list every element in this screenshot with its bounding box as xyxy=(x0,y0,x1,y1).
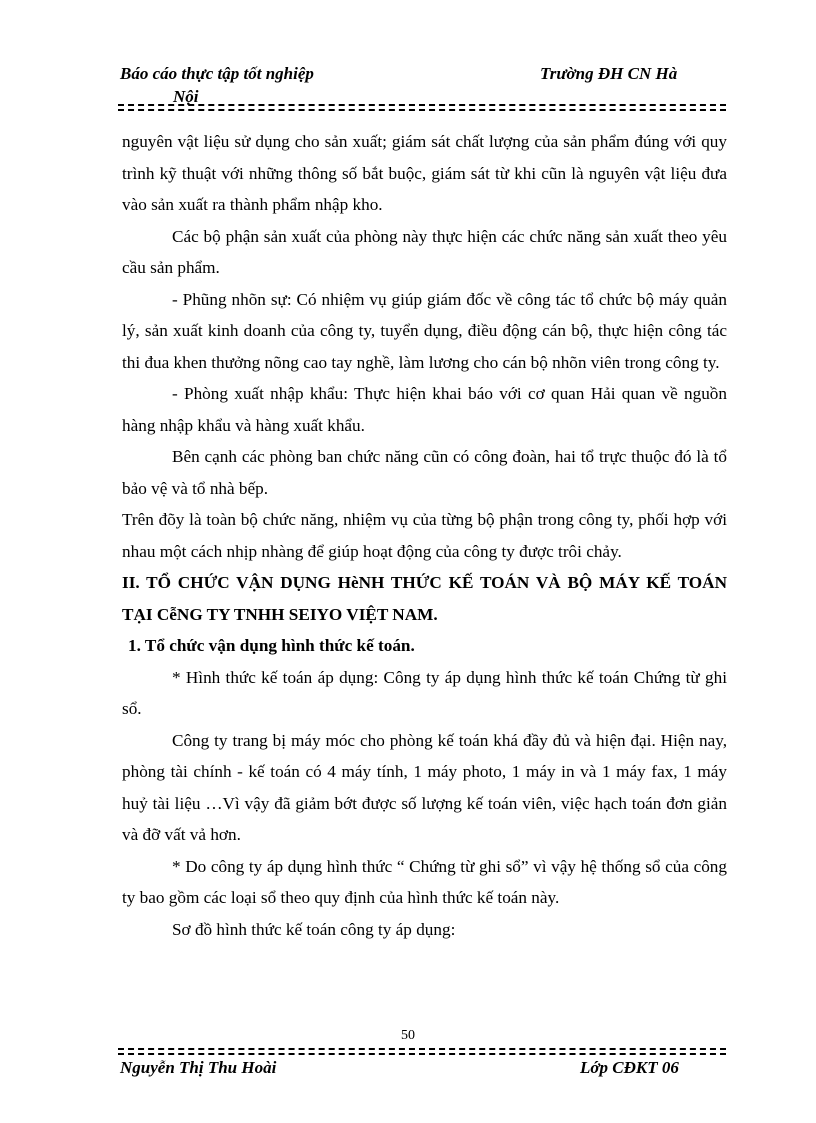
body-text xyxy=(122,126,727,945)
header-divider-2 xyxy=(118,109,726,111)
paragraph: - Phòng xuất nhập khẩu: Thực hiện khai báo với cơ quan Hải quan về nguồn hàng nhập khẩu và hàng xuất khẩu. xyxy=(122,384,727,435)
footer-divider-2 xyxy=(118,1053,726,1055)
paragraph: Trên đõy là toàn bộ chức năng, nhiệm vụ của từng bộ phận trong công ty, phối hợp với nhau một cách nhịp nhàng để giúp hoạt động của công ty được trôi chảy. xyxy=(122,510,727,561)
paragraph: Bên cạnh các phòng ban chức năng cũn có công đoàn, hai tổ trực thuộc đó là tổ bảo vệ và tổ nhà bếp. xyxy=(122,447,727,498)
paragraph: Công ty trang bị máy móc cho phòng kế toán khá đầy đủ và hiện đại. Hiện nay, phòng tài chính - kế toán có 4 máy tính, 1 máy photo, 1 máy in và 1 máy fax, 1 máy huỷ tài liệu …Vì vậy đã giảm bớt được số lượng kế toán viên, việc hạch toán đơn giản và đỡ vất vả hơn. xyxy=(122,730,727,844)
footer-author: Nguyễn Thị Thu Hoài xyxy=(120,1058,277,1077)
footer-divider xyxy=(118,1048,726,1050)
paragraph: nguyên vật liệu sử dụng cho sản xuất; giám sát chất lượng của sản phẩm đúng với quy trình kỹ thuật với những thông số bắt buộc, giám sát từ khi cũn là nguyên vật liệu đưa vào sản xuất ra thành phẩm nhập kho. xyxy=(122,132,727,214)
paragraph: Các bộ phận sản xuất của phòng này thực hiện các chức năng sản xuất theo yêu cầu sản phẩm. xyxy=(122,226,727,277)
header-title-continued: Nội xyxy=(173,87,199,106)
paragraph: * Hình thức kế toán áp dụng: Công ty áp dụng hình thức kế toán Chứng từ ghi sổ. xyxy=(122,667,727,718)
page-number: 50 xyxy=(401,1028,415,1043)
paragraph: - Phũng nhõn sự: Có nhiệm vụ giúp giám đốc về công tác tổ chức bộ máy quản lý, sản xuất kinh doanh của công ty, tuyển dụng, điều động cán bộ, thực hiện công tác thi đua khen thưởng nõng cao tay nghề, làm lương cho cán bộ nhõn viên trong công ty. xyxy=(122,289,727,372)
paragraph: Sơ đồ hình thức kế toán công ty áp dụng: xyxy=(172,919,456,939)
header-school: Trường ĐH CN Hà xyxy=(540,64,678,83)
section-heading: II. TỔ CHỨC VẬN DỤNG HèNH THỨC KẾ TOÁN VÀ BỘ MÁY KẾ TOÁN TẠI CễNG TY TNHH SEIYO VIỆT NAM. xyxy=(122,573,727,624)
header-divider xyxy=(118,104,726,106)
paragraph: * Do công ty áp dụng hình thức “ Chứng từ ghi sổ” vì vậy hệ thống sổ của công ty bao gồm các loại sổ theo quy định của hình thức kế toán này. xyxy=(122,856,727,907)
subsection-heading: 1. Tổ chức vận dụng hình thức kế toán. xyxy=(128,636,415,655)
footer-class: Lớp CĐKT 06 xyxy=(580,1058,679,1077)
header-title: Báo cáo thực tập tốt nghiệp xyxy=(120,64,314,83)
